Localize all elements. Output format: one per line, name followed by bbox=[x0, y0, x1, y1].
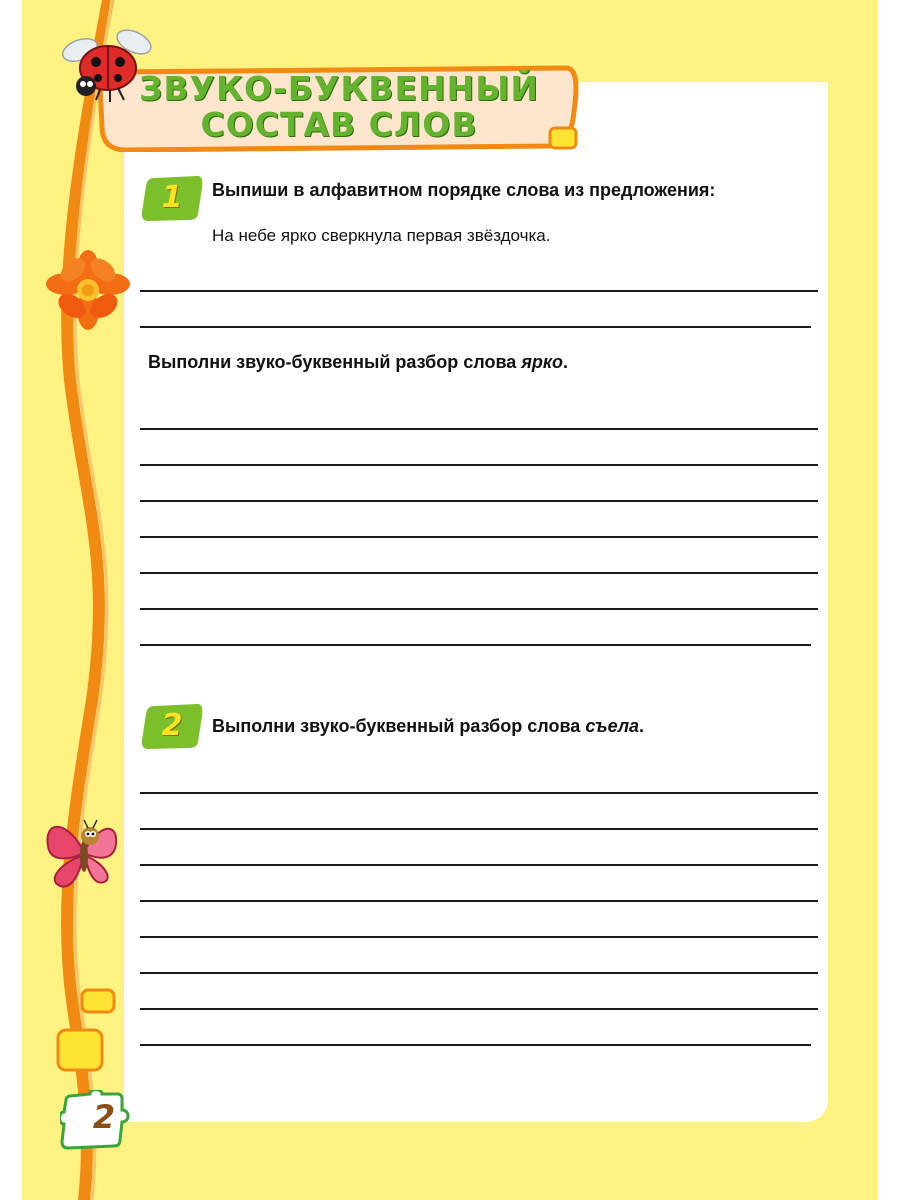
writing-line bbox=[140, 1044, 811, 1046]
task-1-number: 1 bbox=[161, 180, 183, 215]
title-line-1: ЗВУКО-БУКВЕННЫЙ bbox=[138, 69, 540, 108]
task-1-instruction: Выпиши в алфавитном порядке слова из предложения: bbox=[212, 180, 716, 200]
task-2-prefix: Выполни звуко-буквенный разбор слова bbox=[212, 716, 586, 736]
writing-line bbox=[140, 936, 818, 938]
task-1-badge bbox=[140, 174, 204, 222]
page-number-puzzle bbox=[60, 1090, 140, 1150]
writing-line bbox=[140, 572, 818, 574]
task-2-badge bbox=[140, 702, 204, 750]
task-2-suffix: . bbox=[639, 716, 645, 736]
ladybug-icon bbox=[60, 28, 156, 104]
writing-line bbox=[140, 1008, 818, 1010]
writing-line bbox=[140, 828, 818, 830]
flower-icon bbox=[46, 250, 130, 330]
task-1-subtask bbox=[148, 352, 568, 373]
page-number: 2 bbox=[92, 1098, 116, 1136]
subtask-suffix: . bbox=[563, 352, 569, 372]
writing-line bbox=[140, 428, 818, 430]
task-1-sentence: На небе ярко сверкнула первая звёздочка. bbox=[212, 226, 551, 245]
writing-line bbox=[140, 326, 811, 328]
writing-line bbox=[140, 464, 818, 466]
task-2-word: съела bbox=[585, 716, 640, 736]
title-line-2: СОСТАВ СЛОВ bbox=[200, 105, 478, 144]
writing-line bbox=[140, 608, 818, 610]
writing-line bbox=[140, 972, 818, 974]
task-2-instruction bbox=[212, 716, 644, 737]
title-banner bbox=[96, 62, 582, 152]
subtask-prefix: Выполни звуко-буквенный разбор слова bbox=[148, 352, 522, 372]
writing-line bbox=[140, 290, 818, 292]
writing-line bbox=[140, 792, 818, 794]
writing-line bbox=[140, 864, 818, 866]
writing-line bbox=[140, 644, 811, 646]
yellow-square-large bbox=[58, 1030, 102, 1070]
subtask-word: ярко bbox=[521, 352, 564, 372]
writing-line bbox=[140, 900, 818, 902]
writing-line bbox=[140, 536, 818, 538]
task-2-number: 2 bbox=[161, 708, 183, 743]
yellow-square-small bbox=[82, 990, 114, 1012]
writing-line bbox=[140, 500, 818, 502]
